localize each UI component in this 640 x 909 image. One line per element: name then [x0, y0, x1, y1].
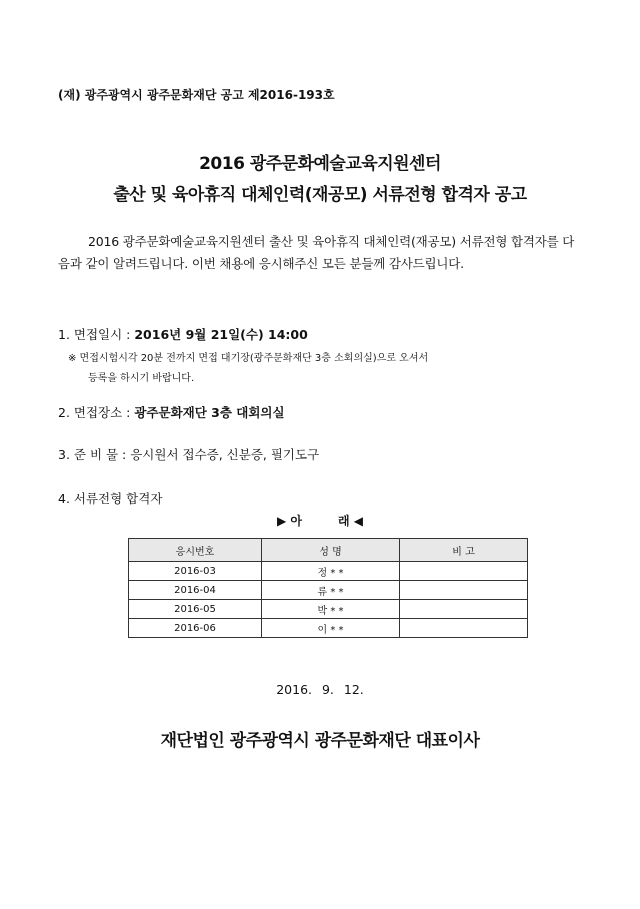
arae-left: ▶ 아 [277, 514, 302, 528]
cell-applicant-number: 2016-03 [129, 562, 262, 581]
arae-right: 래 ◀ [338, 514, 363, 528]
issuer-signature: 재단법인 광주광역시 광주문화재단 대표이사 [160, 731, 480, 751]
notice-date: 2016. 9. 12. [276, 682, 364, 697]
interview-note-line2: 등록을 하시기 바랍니다. [88, 373, 195, 384]
notice-number: (재) 광주광역시 광주문화재단 공고 제2016-193호 [58, 88, 335, 102]
interview-place-label: 2. 면접장소 : [58, 405, 135, 420]
interview-time-label: 1. 면접일시 : [58, 327, 135, 342]
cell-name: 류 * * [262, 581, 400, 600]
passers-table [128, 538, 528, 638]
interview-time [58, 325, 308, 343]
table-header-row [129, 539, 528, 562]
cell-name: 이 * * [262, 619, 400, 638]
page-title-line2: 출산 및 육아휴직 대체인력(재공모) 서류전형 합격자 공고 [113, 185, 527, 205]
page-title-line1: 2016 광주문화예술교육지원센터 [199, 154, 441, 174]
cell-applicant-number: 2016-06 [129, 619, 262, 638]
cell-remarks [400, 581, 528, 600]
table-row [129, 619, 528, 638]
interview-place [58, 403, 285, 421]
cell-remarks [400, 600, 528, 619]
intro-paragraph: 2016 광주문화예술교육지원센터 출산 및 육아휴직 대체인력(재공모) 서류전형 합격자를 다음과 같이 알려드립니다. 이번 채용에 응시해주신 모든 분들께 감사드립니다. [58, 234, 575, 271]
passers-heading: 4. 서류전형 합격자 [58, 491, 163, 506]
interview-time-value: 2016년 9월 21일(수) 14:00 [134, 327, 308, 342]
table-row [129, 600, 528, 619]
interview-place-value: 광주문화재단 3층 대회의실 [134, 405, 285, 420]
header-applicant-number: 응시번호 [129, 539, 262, 562]
cell-name: 정 * * [262, 562, 400, 581]
cell-applicant-number: 2016-04 [129, 581, 262, 600]
cell-applicant-number: 2016-05 [129, 600, 262, 619]
header-remarks: 비 고 [400, 539, 528, 562]
arae-heading [0, 512, 640, 529]
interview-note-line1: ※ 면접시험시각 20분 전까지 면접 대기장(광주문화재단 3층 소회의실)으로 오셔서 [68, 353, 429, 364]
items-value: 응시원서 접수증, 신분증, 필기도구 [130, 447, 320, 462]
cell-remarks [400, 619, 528, 638]
header-name: 성 명 [262, 539, 400, 562]
table-row [129, 581, 528, 600]
items-to-bring [58, 445, 319, 463]
items-label: 3. 준 비 물 : [58, 447, 131, 462]
table-row [129, 562, 528, 581]
cell-name: 박 * * [262, 600, 400, 619]
cell-remarks [400, 562, 528, 581]
